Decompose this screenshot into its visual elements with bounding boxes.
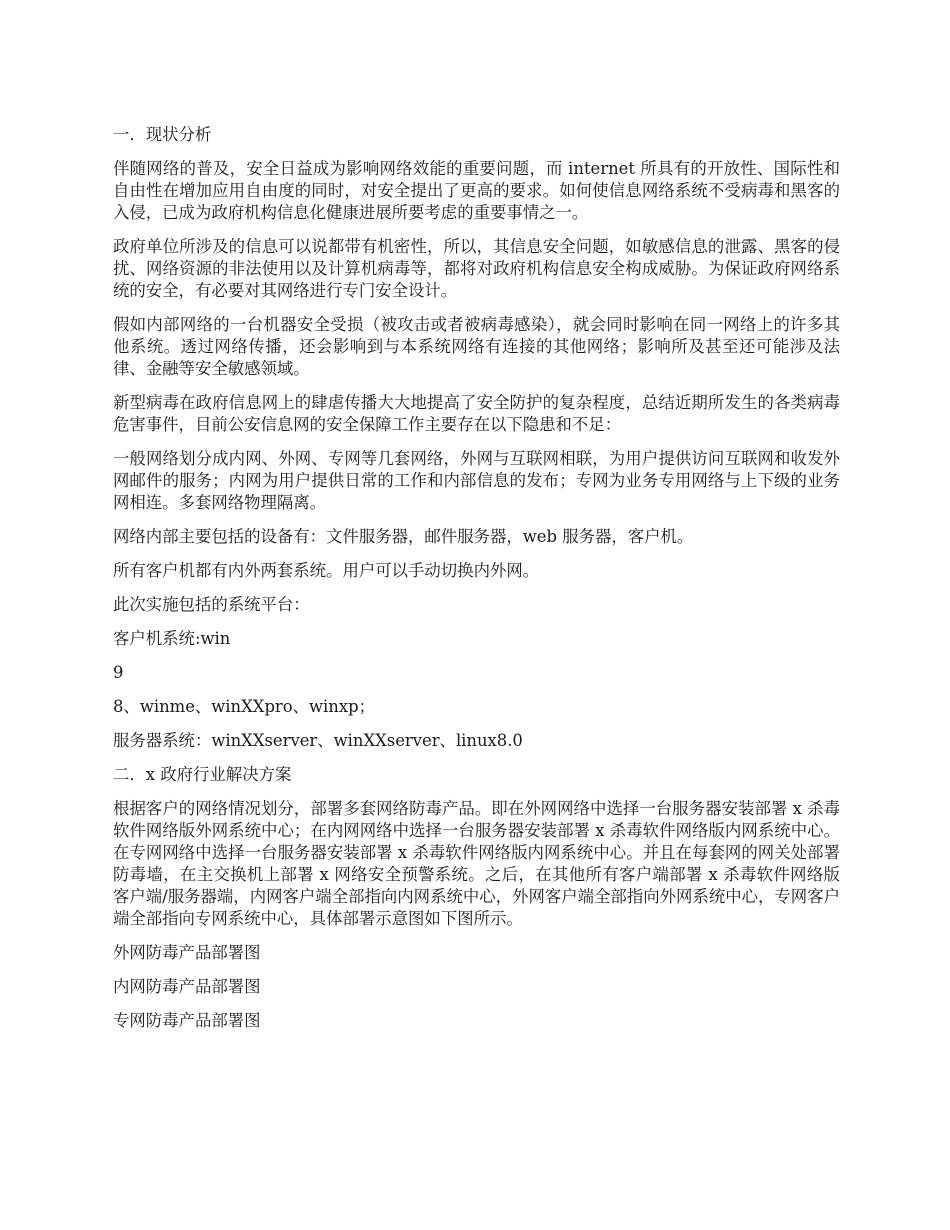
caption-external-network-diagram: 外网防毒产品部署图 — [113, 943, 261, 962]
paragraph-platforms-intro: 此次实施包括的系统平台： — [113, 595, 310, 614]
paragraph-client-dual-system: 所有客户机都有内外两套系统。用户可以手动切换内外网。 — [113, 561, 540, 580]
paragraph-client-os-fragment-9: 9 — [113, 663, 124, 682]
paragraph-internal-machine-compromise: 假如内部网络的一台机器安全受损（被攻击或者被病毒感染），就会同时影响在同一网络上的许多其他系统。透过网络传播，还会影响到与本系统网络有连接的其他网络；影响所及甚至还可能涉及法律、金融等安全敏感领域。 — [113, 315, 840, 378]
paragraph-new-virus-threats: 新型病毒在政府信息网上的肆虐传播大大地提高了安全防护的复杂程度，总结近期所发生的各类病毒危害事件，目前公安信息网的安全保障工作主要存在以下隐患和不足： — [113, 393, 840, 434]
section-heading-solution: 二．x 政府行业解决方案 — [113, 765, 292, 784]
paragraph-internal-devices: 网络内部主要包括的设备有：文件服务器，邮件服务器，web 服务器，客户机。 — [113, 527, 694, 546]
paragraph-client-os-list: 8、winme、winXXpro、winxp； — [113, 697, 375, 716]
caption-dedicated-network-diagram: 专网防毒产品部署图 — [113, 1011, 261, 1030]
section-heading-status-analysis: 一．现状分析 — [113, 125, 212, 144]
caption-internal-network-diagram: 内网防毒产品部署图 — [113, 977, 261, 996]
paragraph-network-division: 一般网络划分成内网、外网、专网等几套网络，外网与互联网相联，为用户提供访问互联网和收发外网邮件的服务；内网为用户提供日常的工作和内部信息的发布；专网为业务专用网络与上下级的业务网相连。多套网络物理隔离。 — [113, 449, 840, 512]
paragraph-government-info-security: 政府单位所涉及的信息可以说都带有机密性，所以，其信息安全问题，如敏感信息的泄露、黑客的侵扰、网络资源的非法使用以及计算机病毒等，都将对政府机构信息安全构成威胁。为保证政府网络系统的安全，有必要对其网络进行专门安全设计。 — [113, 237, 840, 300]
paragraph-client-os: 客户机系统:win — [113, 629, 231, 648]
paragraph-server-os: 服务器系统：winXXserver、winXXserver、linux8.0 — [113, 731, 523, 750]
document-page — [113, 124, 840, 1044]
paragraph-network-security-intro: 伴随网络的普及，安全日益成为影响网络效能的重要问题，而 internet 所具有的开放性、国际性和自由性在增加应用自由度的同时，对安全提出了更高的要求。如何使信息网络系统不受病毒和黑客的入侵，已成为政府机构信息化健康进展所要考虑的重要事情之一。 — [113, 159, 840, 222]
paragraph-solution-deployment: 根据客户的网络情况划分，部署多套网络防毒产品。即在外网网络中选择一台服务器安装部署 x 杀毒软件网络版外网系统中心；在内网网络中选择一台服务器安装部署 x 杀毒软件网络版内网系统中心。在专网网络中选择一台服务器安装部署 x 杀毒软件网络版内网系统中心。并且在每套网的网关处部署防毒墙，在主交换机上部署 x 网络安全预警系统。之后，在其他所有客户端部署 x 杀毒软件网络版客户端/服务器端，内网客户端全部指向内网系统中心，外网客户端全部指向外网系统中心，专网客户端全部指向专网系统中心，具体部署示意图如下图所示。 — [113, 799, 840, 928]
